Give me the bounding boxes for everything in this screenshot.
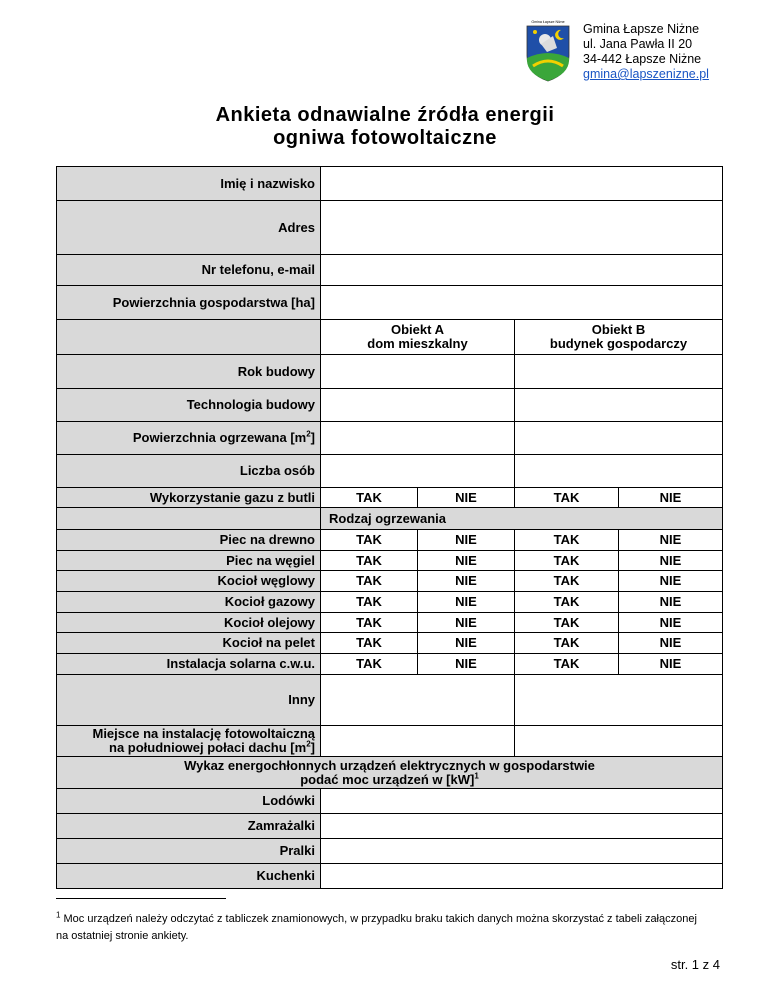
- object-a-header: [321, 320, 515, 355]
- option-tak[interactable]: TAK: [321, 654, 418, 675]
- device-field[interactable]: [321, 814, 723, 839]
- option-tak[interactable]: TAK: [321, 488, 418, 508]
- option-tak[interactable]: TAK: [515, 530, 619, 551]
- option-nie[interactable]: NIE: [418, 530, 515, 551]
- option-nie[interactable]: NIE: [418, 551, 515, 571]
- option-nie[interactable]: NIE: [418, 654, 515, 675]
- label-contact: Nr telefonu, e-mail: [57, 255, 321, 286]
- address-line: Gmina Łapsze Niżne: [583, 22, 700, 36]
- option-tak[interactable]: TAK: [321, 571, 418, 592]
- label-address: Adres: [57, 201, 321, 255]
- address-line: 34-442 Łapsze Niżne: [583, 52, 702, 66]
- device-label: Zamrażalki: [57, 814, 321, 839]
- heating-section-blank: [57, 508, 321, 530]
- footnote-marker: 1: [56, 910, 61, 920]
- year-b-field[interactable]: [515, 355, 723, 389]
- option-nie[interactable]: NIE: [619, 633, 723, 654]
- heating-row-label: Piec na węgiel: [57, 551, 321, 571]
- object-b-header: [515, 320, 723, 355]
- option-tak[interactable]: TAK: [321, 551, 418, 571]
- option-tak[interactable]: TAK: [321, 633, 418, 654]
- label-pv-place: Miejsce na instalację fotowoltaiczną na południowej połaci dachu $[m^2]$: [57, 726, 321, 757]
- heating-row-label: Kocioł na pelet: [57, 633, 321, 654]
- option-nie[interactable]: NIE: [619, 571, 723, 592]
- page-number: str. 1 z 4: [670, 957, 720, 972]
- heating-row-label: Kocioł węglowy: [57, 571, 321, 592]
- object-b-title: Obiekt B: [591, 322, 646, 337]
- label-heated-area: Powierzchnia ogrzewana $[m^2]$: [57, 422, 321, 455]
- survey-form-table: [56, 166, 723, 889]
- label-other: Inny: [57, 675, 321, 726]
- device-label: Lodówki: [57, 789, 321, 814]
- contact-field[interactable]: [321, 255, 723, 286]
- option-nie[interactable]: NIE: [418, 488, 515, 508]
- object-a-title: Obiekt A: [391, 322, 444, 337]
- label-persons: Liczba osób: [57, 455, 321, 488]
- device-label: Pralki: [57, 839, 321, 864]
- option-nie[interactable]: NIE: [619, 551, 723, 571]
- heated-area-a-field[interactable]: [321, 422, 515, 455]
- name-field[interactable]: [321, 167, 723, 201]
- footnote-divider: [56, 898, 226, 899]
- option-nie[interactable]: NIE: [619, 613, 723, 633]
- footnote-text: Moc urządzeń należy odczytać z tabliczek znamionowych, w przypadku braku takich danych można skorzystać z tabeli załączonej na ostatniej stronie ankiety.: [56, 913, 697, 942]
- other-a-field[interactable]: [321, 675, 515, 726]
- title-line-1: Ankieta odnawialne źródła energii: [215, 104, 555, 126]
- label-year: Rok budowy: [57, 355, 321, 389]
- option-tak[interactable]: TAK: [515, 488, 619, 508]
- heating-row-label: Instalacja solarna c.w.u.: [57, 654, 321, 675]
- option-tak[interactable]: TAK: [321, 592, 418, 613]
- object-b-subtitle: budynek gospodarczy: [549, 336, 688, 351]
- option-nie[interactable]: NIE: [619, 654, 723, 675]
- page-title: [55, 104, 715, 150]
- device-label: Kuchenki: [57, 864, 321, 889]
- coat-of-arms-logo: [523, 18, 573, 82]
- email-link[interactable]: gmina@lapszenizne.pl: [583, 67, 709, 81]
- heating-row-label: Kocioł gazowy: [57, 592, 321, 613]
- title-line-2: ogniwa fotowoltaiczne: [273, 127, 497, 149]
- label-name: Imię i nazwisko: [57, 167, 321, 201]
- technology-a-field[interactable]: [321, 389, 515, 422]
- option-tak[interactable]: TAK: [321, 530, 418, 551]
- label-farm-area: Powierzchnia gospodarstwa [ha]: [57, 286, 321, 320]
- heated-area-b-field[interactable]: [515, 422, 723, 455]
- option-nie[interactable]: NIE: [619, 592, 723, 613]
- year-a-field[interactable]: [321, 355, 515, 389]
- option-tak[interactable]: TAK: [515, 654, 619, 675]
- label-gas: Wykorzystanie gazu z butli: [57, 488, 321, 508]
- option-tak[interactable]: TAK: [515, 633, 619, 654]
- option-nie[interactable]: NIE: [418, 571, 515, 592]
- address-line: ul. Jana Pawła II 20: [583, 37, 693, 51]
- option-tak[interactable]: TAK: [515, 592, 619, 613]
- option-tak[interactable]: TAK: [321, 613, 418, 633]
- farm-area-field[interactable]: [321, 286, 723, 320]
- option-nie[interactable]: NIE: [418, 633, 515, 654]
- option-tak[interactable]: TAK: [515, 551, 619, 571]
- pv-place-a-field[interactable]: [321, 726, 515, 757]
- label-technology: Technologia budowy: [57, 389, 321, 422]
- other-b-field[interactable]: [515, 675, 723, 726]
- pv-place-b-field[interactable]: [515, 726, 723, 757]
- heating-row-label: Piec na drewno: [57, 530, 321, 551]
- footnote: [56, 911, 706, 945]
- blank-header-cell: [57, 320, 321, 355]
- devices-section-header: Wykaz energochłonnych urządzeń elektrycznych w gospodarstwie podać moc urządzeń w [kW]$^1$: [57, 757, 723, 789]
- option-nie[interactable]: NIE: [418, 592, 515, 613]
- technology-b-field[interactable]: [515, 389, 723, 422]
- heating-row-label: Kocioł olejowy: [57, 613, 321, 633]
- option-nie[interactable]: NIE: [619, 488, 723, 508]
- address-field[interactable]: [321, 201, 723, 255]
- object-a-subtitle: dom mieszkalny: [367, 336, 468, 351]
- municipality-address: [583, 22, 709, 82]
- option-nie[interactable]: NIE: [619, 530, 723, 551]
- option-tak[interactable]: TAK: [515, 571, 619, 592]
- persons-b-field[interactable]: [515, 455, 723, 488]
- crest-caption: Gmina Łapsze Niżne: [531, 20, 565, 24]
- heating-section-header: Rodzaj ogrzewania: [321, 508, 723, 530]
- option-nie[interactable]: NIE: [418, 613, 515, 633]
- device-field[interactable]: [321, 789, 723, 814]
- persons-a-field[interactable]: [321, 455, 515, 488]
- option-tak[interactable]: TAK: [515, 613, 619, 633]
- device-field[interactable]: [321, 839, 723, 864]
- device-field[interactable]: [321, 864, 723, 889]
